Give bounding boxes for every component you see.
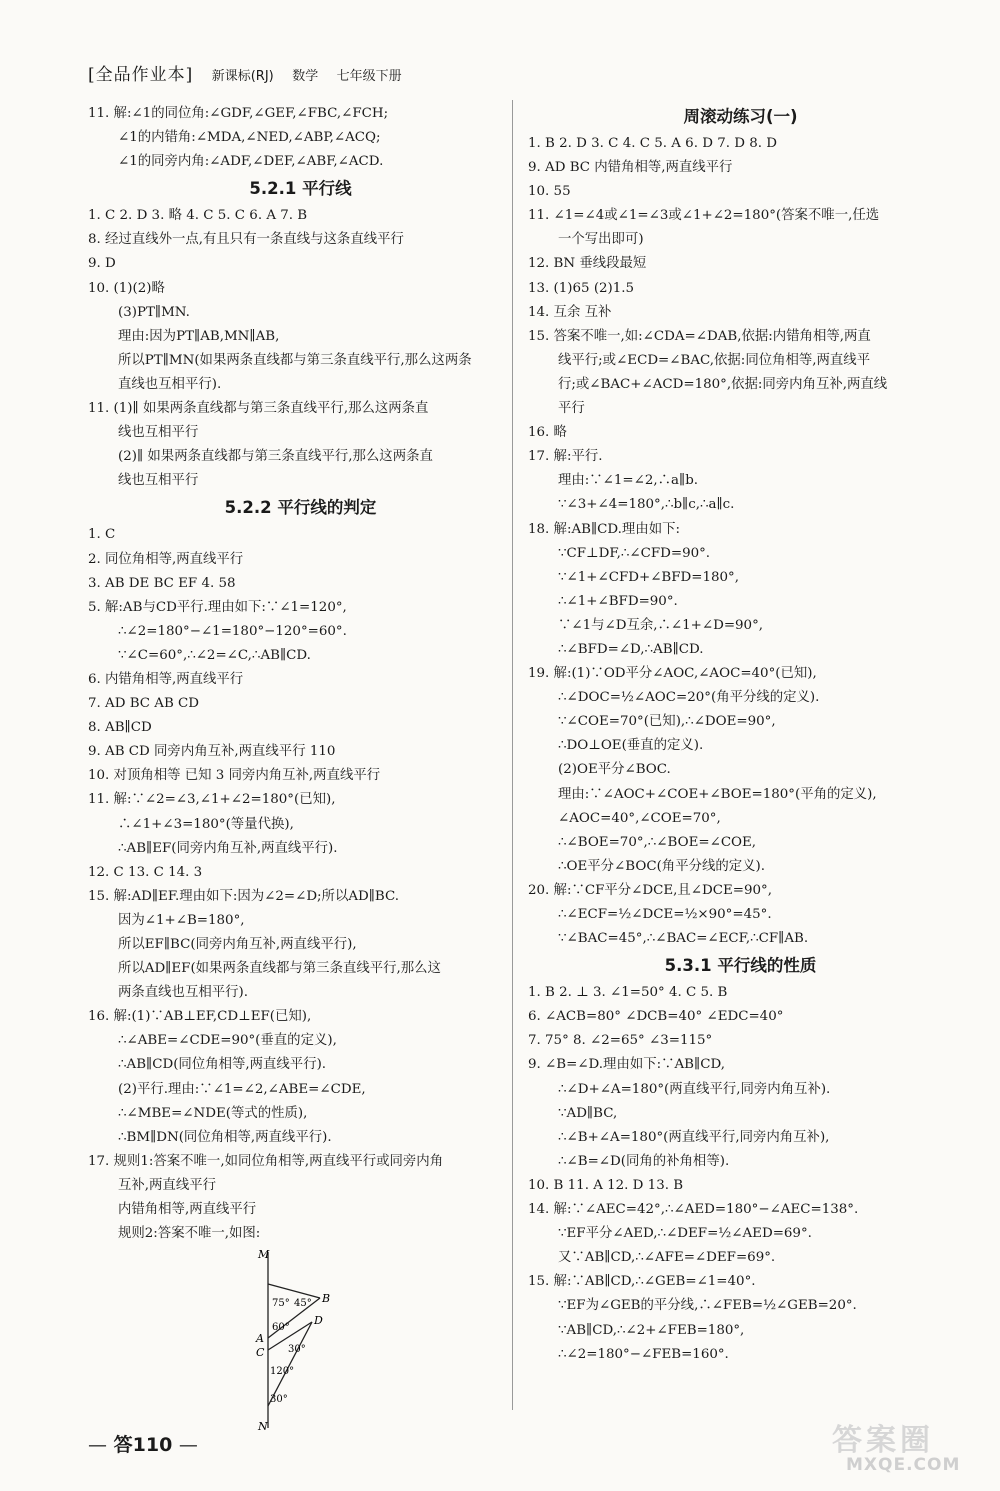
watermark-logo (832, 1415, 982, 1483)
answer-line: ∴∠ECF=½∠DCE=½×90°=45°. (558, 907, 772, 922)
watermark-text: 答案圈 (832, 1423, 934, 1458)
right-column (528, 102, 953, 1367)
answer-line: ∴∠2=180°−∠1=180°−120°=60°. (118, 623, 347, 639)
section-heading: 5.2.2 平行线的判定 (224, 498, 377, 518)
footer-dash-right: — (178, 1434, 198, 1456)
answer-line: 所以EF∥BC(同旁内角互补,两直线平行), (118, 937, 357, 952)
answer-line: 20. 解:∵CF平分∠DCE,且∠DCE=90°, (528, 882, 772, 898)
answer-line: ∠1的同旁内角:∠ADF,∠DEF,∠ABF,∠ACD. (118, 154, 384, 170)
answer-line: 8. 经过直线外一点,有且只有一条直线与这条直线平行 (88, 232, 404, 248)
section-heading: 5.3.1 平行线的性质 (664, 956, 817, 976)
answer-line: 12. BN 垂线段最短 (528, 256, 647, 272)
answer-line: 14. 互余 互补 (528, 304, 612, 320)
label-d: D (314, 1314, 323, 1328)
answer-line: 10. 对顶角相等 已知 3 同旁内角互补,两直线平行 (88, 768, 381, 784)
answer-line: 所以PT∥MN(如果两条直线都与第三条直线平行,那么这两条 (118, 352, 472, 368)
left-column (88, 102, 513, 1432)
answer-line: 8. AB∥CD (88, 720, 152, 736)
answer-line: 线也互相平行 (118, 473, 199, 489)
answer-line: 10. (1)(2)略 (88, 280, 165, 296)
page-footer (88, 1430, 198, 1457)
angle-30-upper: 30° (288, 1344, 306, 1356)
answer-line: 理由:因为PT∥AB,MN∥AB, (118, 328, 280, 344)
answer-line: ∴OE平分∠BOC(角平分线的定义). (558, 858, 766, 874)
parallel-lines-figure (88, 1246, 513, 1432)
answer-line: ∴∠BFD=∠D,∴AB∥CD. (558, 641, 704, 657)
answer-line: ∵AB∥CD,∴∠2+∠FEB=180°, (558, 1322, 745, 1338)
answer-line: ∴∠BOE=70°,∴∠BOE=∠COE, (558, 834, 757, 850)
answer-line: ∴∠B+∠A=180°(两直线平行,同旁内角互补), (558, 1129, 830, 1145)
answer-line: 11. 解:∠1的同位角:∠GDF,∠GEF,∠FBC,∠FCH; (88, 106, 389, 121)
answer-line: ∵∠BAC=45°,∴∠BAC=∠ECF,∴CF∥AB. (558, 931, 809, 947)
answer-line: 13. (1)65 (2)1.5 (528, 280, 635, 296)
answer-line: 1. C 2. D 3. 略 4. C 5. C 6. A 7. B (88, 208, 308, 224)
footer-dash-left: — (88, 1434, 107, 1456)
answer-line: ∴∠ABE=∠CDE=90°(垂直的定义), (118, 1033, 337, 1049)
answer-line: (2)∥ 如果两条直线都与第三条直线平行,那么这两条直 (118, 449, 433, 465)
answer-line: 15. 答案不唯一,如:∠CDA=∠DAB,依据:内错角相等,两直 (528, 328, 871, 344)
answer-line: 9. AD BC 内错角相等,两直线平行 (528, 160, 733, 176)
subject-label: 数学 (292, 69, 319, 84)
answer-line: 理由:∵∠1=∠2,∴a∥b. (558, 473, 699, 489)
answer-line: ∴∠DOC=½∠AOC=20°(角平分线的定义). (558, 690, 820, 706)
answer-line: 5. 解:AB与CD平行.理由如下:∵∠1=120°, (88, 599, 347, 615)
answer-line: 14. 解:∵∠AEC=42°,∴∠AED=180°−∠AEC=138°. (528, 1202, 859, 1218)
answer-line: ∵CF⊥DF,∴∠CFD=90°. (558, 545, 711, 561)
answer-line: 6. ∠ACB=80° ∠DCB=40° ∠EDC=40° (528, 1009, 784, 1025)
answer-line: 19. 解:(1)∵OD平分∠AOC,∠AOC=40°(已知), (528, 666, 817, 682)
answer-line: 直线也互相平行). (118, 376, 222, 392)
answer-line: 11. ∠1=∠4或∠1=∠3或∠1+∠2=180°(答案不唯一,任选 (528, 208, 880, 224)
answer-line: 15. 解:∵AB∥CD,∴∠GEB=∠1=40°. (528, 1274, 756, 1290)
answer-line: 1. B 2. D 3. C 4. C 5. A 6. D 7. D 8. D (528, 136, 778, 151)
answer-line: ∠AOC=40°,∠COE=70°, (558, 810, 721, 826)
answer-line: 18. 解:AB∥CD.理由如下: (528, 521, 680, 537)
answer-line: 12. C 13. C 14. 3 (88, 864, 203, 880)
answer-line: ∴∠MBE=∠NDE(等式的性质), (118, 1105, 308, 1121)
answer-line: 所以AD∥EF(如果两条直线都与第三条直线平行,那么这 (118, 961, 441, 977)
label-a: A (256, 1332, 264, 1346)
answer-line: ∴∠1+∠3=180°(等量代换), (118, 816, 294, 832)
answer-line: 15. 解:AD∥EF.理由如下:因为∠2=∠D;所以AD∥BC. (88, 888, 400, 904)
figure-svg (228, 1246, 348, 1432)
answer-line: 9. ∠B=∠D.理由如下:∵AB∥CD, (528, 1057, 725, 1073)
book-brand: [全品作业本] (88, 65, 194, 85)
answer-line: 9. D (88, 256, 116, 272)
page-header (88, 60, 416, 85)
answer-line: ∴∠D+∠A=180°(两直线平行,同旁内角互补). (558, 1081, 831, 1097)
answer-line: 因为∠1+∠B=180°, (118, 912, 245, 928)
answer-line: 7. AD BC AB CD (88, 696, 200, 712)
answer-line: 线也互相平行 (118, 425, 199, 441)
answer-line: 6. 内错角相等,两直线平行 (88, 671, 244, 687)
answer-line: 17. 解:平行. (528, 449, 603, 465)
answer-line: 9. AB CD 同旁内角互补,两直线平行 110 (88, 744, 336, 760)
answer-line: 10. B 11. A 12. D 13. B (528, 1177, 684, 1193)
answer-line: 7. 75° 8. ∠2=65° ∠3=115° (528, 1033, 713, 1049)
answer-line: ∴DO⊥OE(垂直的定义). (558, 738, 704, 754)
answer-line: 16. 解:(1)∵AB⊥EF,CD⊥EF(已知), (88, 1009, 312, 1025)
answer-line: 16. 略 (528, 425, 567, 441)
angle-120: 120° (270, 1366, 295, 1378)
answer-line: ∵∠COE=70°(已知),∴∠DOE=90°, (558, 714, 776, 730)
answer-line: ∴AB∥EF(同旁内角互补,两直线平行). (118, 840, 338, 856)
angle-30-lower: 30° (270, 1394, 288, 1406)
answer-line: 规则2:答案不唯一,如图: (118, 1226, 261, 1242)
answer-line: ∴BM∥DN(同位角相等,两直线平行). (118, 1129, 332, 1145)
answer-line: ∵∠1+∠CFD+∠BFD=180°, (558, 569, 740, 585)
answer-line: 11. 解:∵∠2=∠3,∠1+∠2=180°(已知), (88, 792, 336, 808)
label-n: N (258, 1420, 268, 1433)
answer-line: ∴∠1+∠BFD=90°. (558, 593, 678, 609)
answer-line: ∵∠C=60°,∴∠2=∠C,∴AB∥CD. (118, 647, 311, 663)
answer-line: 线平行;或∠ECD=∠BAC,依据:同位角相等,两直线平 (558, 352, 871, 368)
answer-line: ∵EF为∠GEB的平分线,∴∠FEB=½∠GEB=20°. (558, 1298, 857, 1314)
answer-line: 2. 同位角相等,两直线平行 (88, 551, 244, 567)
angle-60: 60° (272, 1322, 290, 1334)
answer-line: 1. C (88, 527, 116, 543)
answer-line: ∴AB∥CD(同位角相等,两直线平行). (118, 1057, 327, 1073)
answer-line: 3. AB DE BC EF 4. 58 (88, 575, 236, 591)
answer-line: ∠1的内错角:∠MDA,∠NED,∠ABP,∠ACQ; (118, 130, 381, 146)
answer-line: 行;或∠BAC+∠ACD=180°,依据:同旁内角互补,两直线 (558, 376, 888, 392)
answer-line: 一个写出即可) (558, 232, 644, 248)
answer-line: ∵AD∥BC, (558, 1105, 618, 1121)
answer-line: (3)PT∥MN. (118, 304, 190, 320)
answer-line: 两条直线也互相平行). (118, 985, 248, 1001)
section-heading: 5.2.1 平行线 (249, 179, 352, 199)
grade-label: 七年级下册 (336, 69, 402, 84)
answer-line: 内错角相等,两直线平行 (118, 1202, 257, 1218)
answer-line: (2)OE平分∠BOC. (558, 762, 671, 778)
page-number: 答110 (113, 1434, 173, 1456)
answer-line: ∴∠B=∠D(同角的补角相等). (558, 1153, 730, 1169)
edition-label: 新课标(RJ) (211, 69, 274, 84)
answer-line: 平行 (558, 401, 585, 417)
answer-line: 17. 规则1:答案不唯一,如同位角相等,两直线平行或同旁内角 (88, 1153, 444, 1169)
label-c: C (256, 1346, 265, 1360)
answer-line: 理由:∵∠AOC+∠COE+∠BOE=180°(平角的定义), (558, 786, 877, 802)
answer-line: 1. B 2. ⊥ 3. ∠1=50° 4. C 5. B (528, 985, 728, 1001)
answer-line: ∵EF平分∠AED,∴∠DEF=½∠AED=69°. (558, 1226, 812, 1242)
segment-upper-b (268, 1284, 320, 1298)
answer-line: ∴∠2=180°−∠FEB=160°. (558, 1346, 729, 1362)
section-heading: 周滚动练习(一) (683, 107, 798, 126)
label-m: M (258, 1248, 270, 1262)
answer-line: 又∵AB∥CD,∴∠AFE=∠DEF=69°. (558, 1250, 776, 1266)
answer-line: 10. 55 (528, 184, 571, 200)
angle-75: 75° (272, 1298, 290, 1310)
label-b: B (322, 1292, 331, 1306)
answer-line: ∵∠3+∠4=180°,∴b∥c,∴a∥c. (558, 497, 735, 513)
answer-line: ∵∠1与∠D互余,∴∠1+∠D=90°, (558, 617, 764, 633)
watermark-url: MXQE.COM (846, 1455, 961, 1475)
answer-line: 11. (1)∥ 如果两条直线都与第三条直线平行,那么这两条直 (88, 401, 429, 417)
angle-45: 45° (294, 1298, 312, 1310)
answer-line: 互补,两直线平行 (118, 1177, 216, 1193)
answer-line: (2)平行.理由:∵∠1=∠2,∠ABE=∠CDE, (118, 1081, 366, 1097)
